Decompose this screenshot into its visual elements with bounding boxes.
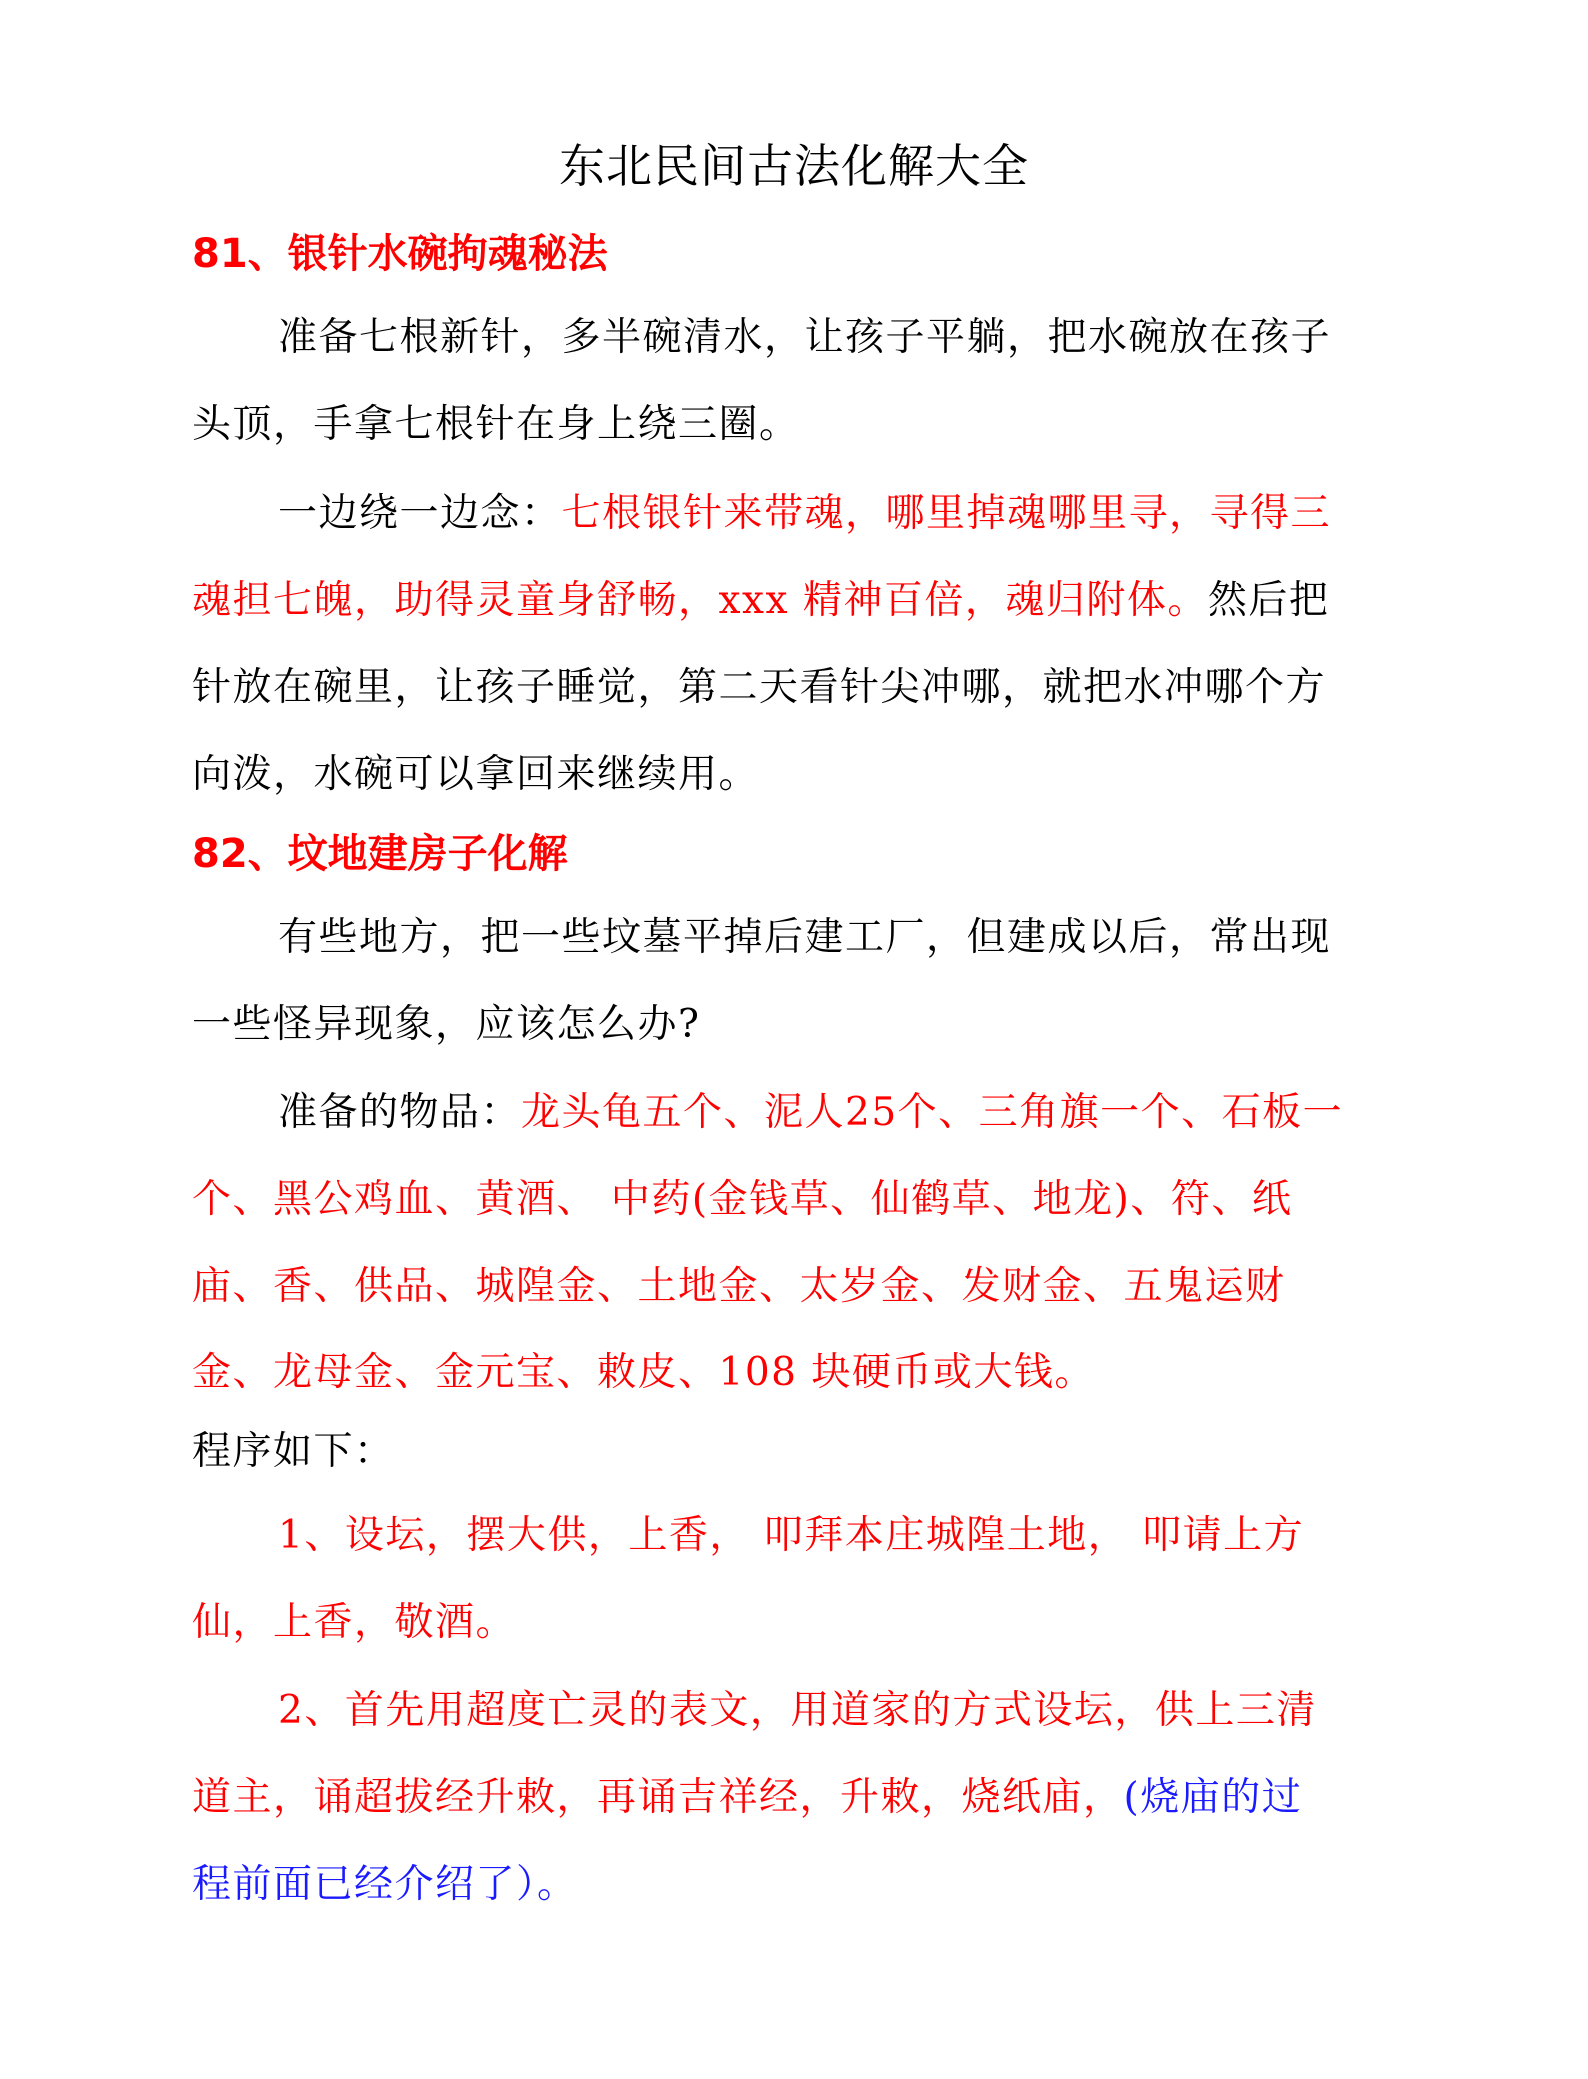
section-81-p2-line2 — [192, 573, 1329, 629]
section-81-heading: 81、银针水碗拘魂秘法 — [192, 231, 608, 277]
section-82-p1-line1: 有些地方，把一些坟墓平掉后建工厂，但建成以后，常出现 — [278, 915, 1332, 960]
procedure-label: 程序如下： — [192, 1429, 395, 1474]
section-82-p1-line2: 一些怪异现象，应该怎么办? — [192, 1002, 701, 1047]
step1-line2: 仙，上香，敬酒。 — [192, 1600, 517, 1645]
step2-note-end: 程前面已经介绍了）。 — [192, 1862, 578, 1907]
document-title: 东北民间古法化解大全 — [559, 139, 1029, 193]
step2-note-start: (烧庙的过 — [1123, 1775, 1303, 1820]
chant-intro-text: 一边绕一边念： — [278, 491, 562, 536]
items-line4: 金、龙母金、金元宝、敕皮、108 块硬币或大钱。 — [192, 1350, 1095, 1395]
step2-line1: 2、首先用超度亡灵的表文，用道家的方式设坛，供上三清 — [278, 1688, 1317, 1733]
step2-text-red: 道主，诵超拔经升敕，再诵吉祥经，升敕，烧纸庙， — [192, 1775, 1124, 1820]
section-81-p1-line2: 头顶，手拿七根针在身上绕三圈。 — [192, 402, 800, 447]
section-81-p2-line4: 向泼，水碗可以拿回来继续用。 — [192, 752, 760, 797]
section-82-heading: 82、坟地建房子化解 — [192, 831, 568, 877]
items-line3: 庙、香、供品、城隍金、土地金、太岁金、发财金、五鬼运财 — [192, 1264, 1286, 1309]
items-label: 准备的物品： — [278, 1090, 522, 1135]
step1-line1: 1、设坛，摆大供，上香， 叩拜本庄城隍土地， 叩请上方 — [278, 1513, 1305, 1558]
section-81-p2-line3: 针放在碗里，让孩子睡觉，第二天看针尖冲哪，就把水冲哪个方 — [192, 665, 1327, 710]
step2-line2 — [192, 1770, 1302, 1826]
chant-text-part1: 七根银针来带魂，哪里掉魂哪里寻，寻得三 — [561, 491, 1332, 536]
items-list-part1: 龙头龟五个、泥人25个、三角旗一个、石板一 — [521, 1090, 1344, 1135]
chant-after-text: 然后把 — [1207, 578, 1330, 623]
section-81-p1-line1: 准备七根新针，多半碗清水，让孩子平躺，把水碗放在孩子 — [278, 315, 1332, 360]
items-line1 — [278, 1085, 1343, 1141]
section-81-p2-line1 — [278, 486, 1331, 542]
chant-text-part2: 魂担七魄，助得灵童身舒畅，xxx 精神百倍，魂归附体。 — [192, 578, 1208, 623]
items-line2: 个、黑公鸡血、黄酒、 中药(金钱草、仙鹤草、地龙)、符、纸 — [192, 1177, 1293, 1222]
